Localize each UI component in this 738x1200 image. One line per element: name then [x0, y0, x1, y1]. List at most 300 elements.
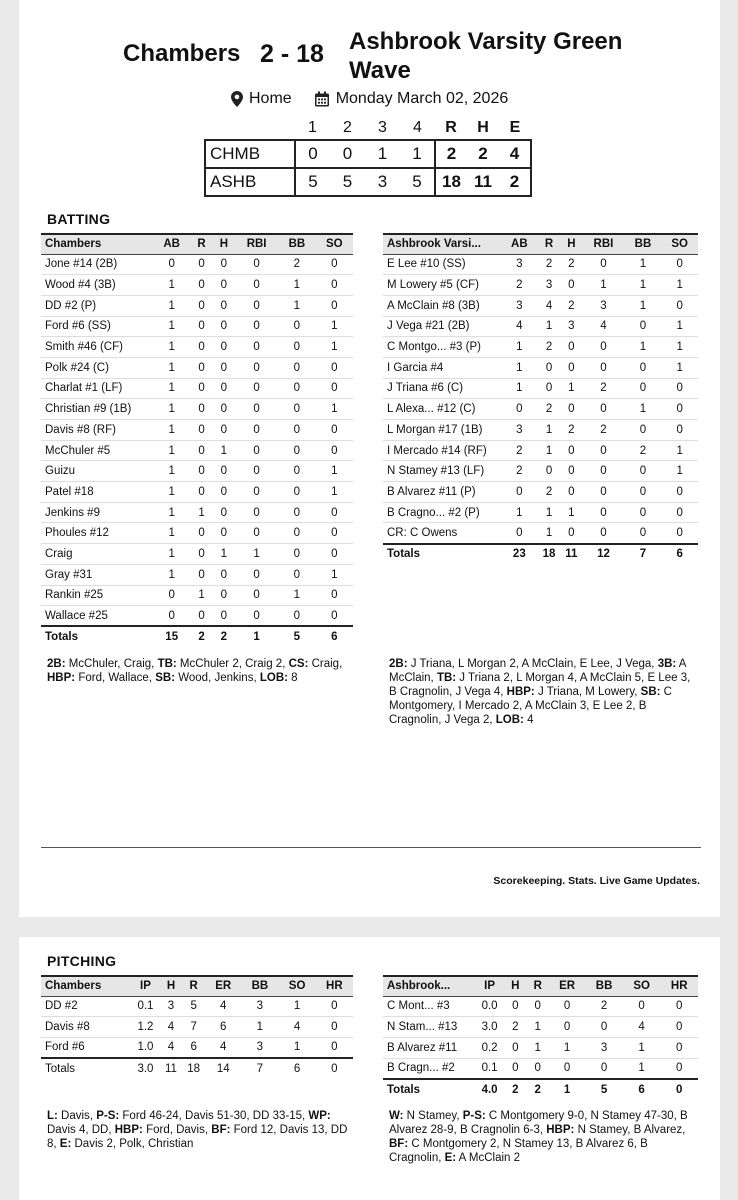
player-name: B Cragn... #2 — [383, 1058, 475, 1079]
col-h: H — [504, 976, 526, 996]
runs-header: R — [445, 118, 457, 136]
stat-cell: 3 — [560, 316, 582, 337]
stat-cell: 0 — [278, 461, 315, 482]
player-row — [383, 295, 698, 316]
totals-label: Totals — [383, 1079, 475, 1100]
totals-cell: 6 — [316, 626, 353, 647]
inning-score: 1 — [400, 140, 435, 168]
totals-cell: 2 — [213, 626, 235, 647]
totals-cell: 15 — [153, 626, 190, 647]
totals-cell: 1 — [235, 626, 278, 647]
stat-cell: 0 — [213, 337, 235, 358]
totals-cell: 18 — [538, 544, 561, 565]
player-row — [41, 357, 353, 378]
stat-cell: 0 — [625, 378, 662, 399]
stat-cell: 0 — [316, 996, 353, 1017]
player-name: Phoules #12 — [41, 523, 153, 544]
note-text: Davis 4, DD, — [47, 1124, 115, 1136]
home-team-name: Chambers — [123, 40, 241, 67]
linescore-team: ASHB — [205, 168, 295, 196]
note-text: Wood, Jenkins, — [175, 672, 260, 684]
stat-cell: 0 — [582, 523, 624, 544]
stat-cell: 1 — [316, 316, 353, 337]
stat-cell: 1 — [538, 440, 561, 461]
player-row — [41, 585, 353, 606]
stat-cell: 0 — [560, 482, 582, 503]
col-rbi: RBI — [235, 234, 278, 254]
stat-cell: 0 — [560, 461, 582, 482]
player-name: M Lowery #5 (CF) — [383, 275, 501, 296]
batting-team-header: Ashbrook Varsi... — [383, 234, 501, 254]
player-name: Patel #18 — [41, 482, 153, 503]
stat-cell: 1 — [153, 357, 190, 378]
player-name: DD #2 (P) — [41, 295, 153, 316]
stat-cell: 1 — [278, 275, 315, 296]
totals-row — [41, 1058, 353, 1079]
stat-cell: 1 — [316, 337, 353, 358]
stat-cell: 0 — [235, 585, 278, 606]
player-name: Ford #6 — [41, 1037, 131, 1058]
stat-cell: 0 — [661, 295, 698, 316]
note-text: J Triana, M Lowery, — [534, 686, 641, 698]
player-name: McChuler #5 — [41, 440, 153, 461]
stat-cell: 1 — [661, 337, 698, 358]
stat-cell: 4 — [160, 1017, 182, 1038]
inning-score: 3 — [365, 168, 400, 196]
stat-cell: 1 — [153, 399, 190, 420]
player-name: C Montgo... #3 (P) — [383, 337, 501, 358]
stat-cell: 1 — [153, 564, 190, 585]
player-name: B Cragno... #2 (P) — [383, 502, 501, 523]
col-ip: IP — [131, 976, 160, 996]
stat-cell: 0 — [560, 399, 582, 420]
note-label: CS: — [288, 658, 309, 670]
stat-cell: 0 — [190, 606, 212, 627]
stat-cell: 0 — [235, 440, 278, 461]
runs-total: 2 — [435, 140, 467, 168]
stat-cell: 0 — [527, 1058, 549, 1079]
col-ab: AB — [501, 234, 538, 254]
stat-cell: 1 — [501, 337, 538, 358]
inning-score: 0 — [330, 140, 365, 168]
stat-cell: 1 — [153, 295, 190, 316]
stat-cell: 3 — [160, 996, 182, 1017]
stat-cell: 0 — [661, 399, 698, 420]
stat-cell: 4 — [160, 1037, 182, 1058]
note-text: Ford, Davis, — [142, 1124, 212, 1136]
stat-cell: 1 — [625, 295, 662, 316]
stat-cell: 1 — [538, 316, 561, 337]
note-text: C Montgomery, I Mercado 2, A McClain 3, E Lee 2, B Cragnolin, J Vega 2, — [389, 686, 672, 726]
stat-cell: 0 — [625, 420, 662, 441]
errors-header: E — [509, 118, 521, 136]
pitching-table-home — [41, 975, 353, 1079]
player-name: Jenkins #9 — [41, 502, 153, 523]
stat-cell: 3 — [585, 1037, 623, 1058]
inning-header: 4 — [413, 118, 422, 136]
stat-cell: 1 — [316, 461, 353, 482]
stat-cell: 0 — [582, 357, 624, 378]
col-bb: BB — [585, 976, 623, 996]
stat-cell: 0 — [549, 996, 585, 1017]
stat-cell: 0 — [504, 1058, 526, 1079]
note-text: J Triana 2, L Morgan 4, A McClain 5, E Lee 3, B Cragnolin, J Vega 4, — [389, 672, 691, 698]
stat-cell: 4 — [501, 316, 538, 337]
player-row — [41, 420, 353, 441]
player-name: L Alexa... #12 (C) — [383, 399, 501, 420]
note-text: 4 — [523, 714, 534, 726]
stat-cell: 1 — [316, 564, 353, 585]
stat-cell: 2 — [501, 440, 538, 461]
player-row — [383, 523, 698, 544]
stat-cell: 1 — [661, 440, 698, 461]
player-row — [383, 357, 698, 378]
stat-cell: 0 — [213, 254, 235, 275]
errors-total: 2 — [499, 168, 531, 196]
player-row — [41, 523, 353, 544]
player-row — [383, 420, 698, 441]
stat-cell: 1 — [661, 461, 698, 482]
note-text: N Stamey, B Alvarez, — [574, 1124, 686, 1136]
totals-cell: 4.0 — [475, 1079, 504, 1100]
stat-cell: 0 — [585, 1017, 623, 1038]
stat-cell: 0.1 — [131, 996, 160, 1017]
stat-cell: 0 — [235, 482, 278, 503]
note-label: TB: — [157, 658, 177, 670]
totals-cell: 18 — [182, 1058, 205, 1079]
stat-cell: 1 — [153, 461, 190, 482]
player-row — [41, 440, 353, 461]
linescore-row-away — [205, 168, 531, 196]
totals-cell: 5 — [585, 1079, 623, 1100]
stat-cell: 1 — [316, 482, 353, 503]
player-row — [41, 606, 353, 627]
stat-cell: 1 — [538, 523, 561, 544]
stat-cell: 1 — [501, 357, 538, 378]
stat-cell: 1 — [190, 585, 212, 606]
stat-cell: 0 — [235, 316, 278, 337]
stat-cell: 0 — [625, 482, 662, 503]
note-label: BF: — [211, 1124, 231, 1136]
col-ip: IP — [475, 976, 504, 996]
stat-cell: 1.2 — [131, 1017, 160, 1038]
stat-cell: 0 — [190, 461, 212, 482]
player-row — [41, 378, 353, 399]
totals-row — [383, 544, 698, 565]
note-text: A McClain 2 — [456, 1152, 521, 1164]
stat-cell: 0 — [625, 502, 662, 523]
stat-cell: 0 — [661, 482, 698, 503]
stat-cell: 2 — [501, 461, 538, 482]
totals-cell: 2 — [504, 1079, 526, 1100]
stat-cell: 1 — [560, 502, 582, 523]
totals-cell: 6 — [661, 544, 698, 565]
stat-cell: 2 — [582, 378, 624, 399]
stat-cell: 0 — [582, 337, 624, 358]
stat-cell: 0 — [625, 523, 662, 544]
stat-cell: 1 — [153, 337, 190, 358]
stat-cell: 0 — [560, 440, 582, 461]
stat-cell: 0 — [213, 399, 235, 420]
player-row — [383, 502, 698, 523]
totals-cell: 12 — [582, 544, 624, 565]
player-row — [41, 996, 353, 1017]
stat-cell: 1 — [623, 1058, 661, 1079]
player-row — [41, 275, 353, 296]
note-text: Davis 2, Polk, Christian — [71, 1138, 194, 1150]
stat-cell: 1 — [213, 544, 235, 565]
stat-cell: 0 — [213, 275, 235, 296]
final-score: 2 - 18 — [260, 40, 324, 68]
stat-cell: 0 — [582, 399, 624, 420]
totals-cell: 0 — [660, 1079, 698, 1100]
stat-cell: 0 — [213, 585, 235, 606]
col-h: H — [213, 234, 235, 254]
linescore-team: CHMB — [205, 140, 295, 168]
totals-cell: 5 — [278, 626, 315, 647]
player-name: I Mercado #14 (RF) — [383, 440, 501, 461]
stat-cell: 1 — [153, 275, 190, 296]
linescore-row-home — [205, 140, 531, 168]
hits-total: 11 — [467, 168, 499, 196]
player-name: Wood #4 (3B) — [41, 275, 153, 296]
note-text: A McClain, — [389, 658, 686, 684]
player-row — [41, 399, 353, 420]
stat-cell: 0 — [278, 440, 315, 461]
player-row — [41, 295, 353, 316]
player-row — [383, 440, 698, 461]
stat-cell: 0 — [190, 523, 212, 544]
note-label: 3B: — [657, 658, 677, 670]
stat-cell: 6 — [182, 1037, 205, 1058]
stat-cell: 0 — [235, 337, 278, 358]
stat-cell: 1 — [623, 1037, 661, 1058]
stat-cell: 0 — [538, 357, 561, 378]
totals-label: Totals — [41, 1058, 131, 1079]
stat-cell: 4 — [623, 1017, 661, 1038]
stat-cell: 2 — [625, 440, 662, 461]
stat-cell: 0 — [190, 316, 212, 337]
stat-cell: 3.0 — [475, 1017, 504, 1038]
player-name: Smith #46 (CF) — [41, 337, 153, 358]
note-text: 8 — [287, 672, 298, 684]
note-label: LOB: — [259, 672, 288, 684]
location-pin-icon — [231, 91, 243, 107]
note-label: E: — [444, 1152, 457, 1164]
runs-total: 18 — [435, 168, 467, 196]
note-text: McChuler, Craig, — [65, 658, 158, 670]
note-label: HBP: — [506, 686, 535, 698]
col-hr: HR — [316, 976, 353, 996]
stat-cell: 1 — [625, 254, 662, 275]
totals-cell: 7 — [625, 544, 662, 565]
player-row — [41, 544, 353, 565]
stat-cell: 0 — [213, 482, 235, 503]
stat-cell: 1 — [661, 357, 698, 378]
stat-cell: 2 — [560, 420, 582, 441]
totals-cell: 11 — [560, 544, 582, 565]
stat-cell: 0 — [538, 378, 561, 399]
player-row — [383, 1058, 698, 1079]
stat-cell: 0 — [625, 357, 662, 378]
stat-cell: 0 — [316, 606, 353, 627]
totals-cell: 14 — [205, 1058, 241, 1079]
stat-cell: 0 — [316, 523, 353, 544]
player-name: A McClain #8 (3B) — [383, 295, 501, 316]
totals-cell: 3.0 — [131, 1058, 160, 1079]
stat-cell: 0 — [661, 502, 698, 523]
col-er: ER — [205, 976, 241, 996]
stat-cell: 0 — [316, 420, 353, 441]
stat-cell: 0 — [213, 316, 235, 337]
stat-cell: 0.0 — [475, 996, 504, 1017]
stat-cell: 0 — [582, 461, 624, 482]
stat-cell: 0 — [278, 316, 315, 337]
stat-cell: 0 — [316, 295, 353, 316]
totals-cell: 6 — [279, 1058, 316, 1079]
player-row — [41, 254, 353, 275]
player-name: Gray #31 — [41, 564, 153, 585]
col-bb: BB — [278, 234, 315, 254]
stat-cell: 0 — [278, 523, 315, 544]
player-name: J Vega #21 (2B) — [383, 316, 501, 337]
stat-cell: 1 — [213, 440, 235, 461]
totals-cell: 2 — [527, 1079, 549, 1100]
note-text: Ford 12, Davis 13, DD 8, — [47, 1124, 348, 1150]
stat-cell: 0 — [660, 1037, 698, 1058]
stat-cell: 0 — [235, 461, 278, 482]
stat-cell: 0 — [501, 399, 538, 420]
stat-cell: 0 — [213, 357, 235, 378]
player-name: Charlat #1 (LF) — [41, 378, 153, 399]
stat-cell: 1 — [501, 378, 538, 399]
game-meta — [231, 90, 508, 108]
player-name: C Mont... #3 — [383, 996, 475, 1017]
player-name: CR: C Owens — [383, 523, 501, 544]
player-name: J Triana #6 (C) — [383, 378, 501, 399]
stat-cell: 1 — [549, 1037, 585, 1058]
stat-cell: 1 — [153, 378, 190, 399]
col-ab: AB — [153, 234, 190, 254]
stat-cell: 0 — [504, 996, 526, 1017]
col-so: SO — [316, 234, 353, 254]
stat-cell: 0 — [316, 502, 353, 523]
inning-score: 0 — [295, 140, 330, 168]
stat-cell: 3 — [582, 295, 624, 316]
stat-cell: 0 — [190, 295, 212, 316]
stat-cell: 3 — [501, 420, 538, 441]
col-hr: HR — [660, 976, 698, 996]
player-row — [383, 399, 698, 420]
stat-cell: 4 — [279, 1017, 316, 1038]
stat-cell: 1 — [316, 399, 353, 420]
note-text: C Montgomery 9-0, N Stamey 47-30, B Alvarez 28-9, B Cragnolin 6-3, — [389, 1110, 688, 1136]
divider — [41, 847, 701, 848]
pitching-notes-home — [47, 1109, 352, 1151]
stat-cell: 1 — [582, 275, 624, 296]
stat-cell: 1 — [527, 1037, 549, 1058]
note-label: SB: — [155, 672, 176, 684]
stat-cell: 1 — [153, 420, 190, 441]
stat-cell: 0 — [278, 564, 315, 585]
stat-cell: 0 — [153, 585, 190, 606]
player-row — [383, 482, 698, 503]
stat-cell: 2 — [538, 482, 561, 503]
player-row — [41, 1017, 353, 1038]
note-label: LOB: — [495, 714, 524, 726]
pitching-card — [19, 937, 720, 1200]
stat-cell: 1 — [527, 1017, 549, 1038]
stat-cell: 0 — [190, 482, 212, 503]
note-label: 2B: — [389, 658, 408, 670]
player-row — [41, 482, 353, 503]
player-name: L Morgan #17 (1B) — [383, 420, 501, 441]
stat-cell: 1 — [153, 482, 190, 503]
note-text: Davis, — [57, 1110, 97, 1122]
stat-cell: 1 — [278, 295, 315, 316]
hits-total: 2 — [467, 140, 499, 168]
player-name: Davis #8 — [41, 1017, 131, 1038]
stat-cell: 0 — [278, 420, 315, 441]
calendar-icon — [314, 91, 330, 107]
note-text: N Stamey, — [403, 1110, 463, 1122]
stat-cell: 2 — [538, 399, 561, 420]
stat-cell: 1 — [153, 544, 190, 565]
stat-cell: 0 — [560, 523, 582, 544]
col-bb: BB — [241, 976, 278, 996]
stat-cell: 0 — [527, 996, 549, 1017]
stat-cell: 0 — [501, 482, 538, 503]
hits-header: H — [477, 118, 489, 136]
pitching-notes-away — [389, 1109, 694, 1165]
stat-cell: 4 — [205, 1037, 241, 1058]
totals-cell: 11 — [160, 1058, 182, 1079]
col-er: ER — [549, 976, 585, 996]
stat-cell: 1 — [190, 502, 212, 523]
note-label: BF: — [389, 1138, 409, 1150]
stat-cell: 2 — [582, 420, 624, 441]
col-rbi: RBI — [582, 234, 624, 254]
player-row — [383, 254, 698, 275]
stat-cell: 3 — [241, 996, 278, 1017]
player-row — [41, 502, 353, 523]
stat-cell: 0 — [549, 1058, 585, 1079]
stat-cell: 0 — [549, 1017, 585, 1038]
note-label: TB: — [436, 672, 457, 684]
stat-cell: 1 — [661, 316, 698, 337]
linescore-table — [204, 116, 532, 197]
stat-cell: 1 — [279, 996, 316, 1017]
player-name: B Alvarez #11 (P) — [383, 482, 501, 503]
player-name: Christian #9 (1B) — [41, 399, 153, 420]
stat-cell: 0 — [504, 1037, 526, 1058]
stat-cell: 0 — [213, 295, 235, 316]
boxscore-card — [19, 0, 720, 917]
player-name: N Stamey #13 (LF) — [383, 461, 501, 482]
totals-label: Totals — [383, 544, 501, 565]
col-r: R — [190, 234, 212, 254]
stat-cell: 1.0 — [131, 1037, 160, 1058]
totals-row — [41, 626, 353, 647]
stat-cell: 0 — [278, 357, 315, 378]
note-text: McChuler 2, Craig 2, — [176, 658, 289, 670]
player-row — [383, 275, 698, 296]
player-row — [383, 461, 698, 482]
note-label: W: — [389, 1110, 404, 1122]
stat-cell: 0 — [235, 399, 278, 420]
stat-cell: 0 — [316, 378, 353, 399]
inning-header: 3 — [378, 118, 387, 136]
